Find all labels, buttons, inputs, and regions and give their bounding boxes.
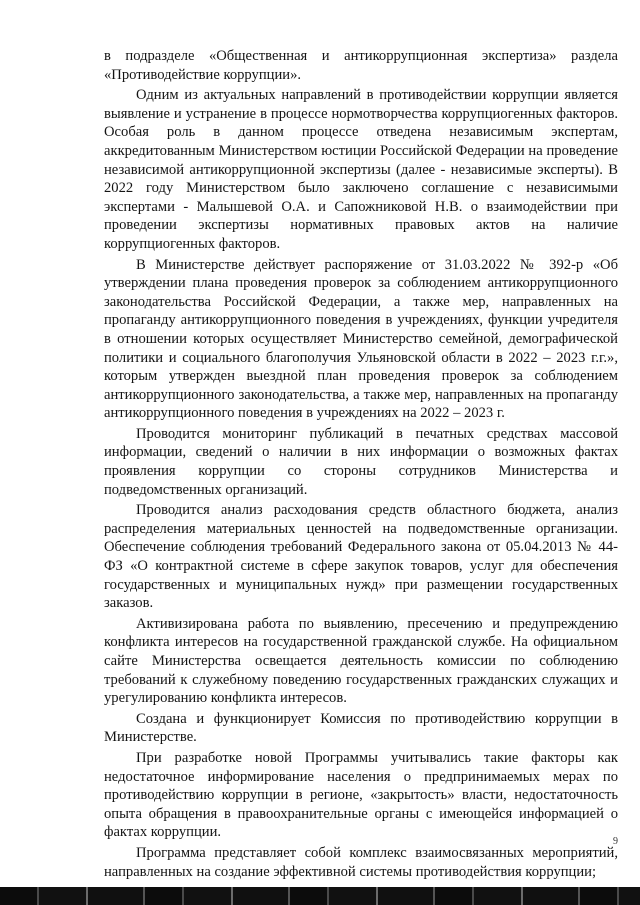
- paragraph-inspection-order: В Министерстве действует распоряжение от 31.03.2022 № 392-р «Об утверждении плана проведения проверок за соблюдением антикоррупционного законодательства Российской Федерации, а также мер, направленных на пропаганду антикоррупционного поведения в учреждениях, функции учредителя в отношении которых осуществляет Министерство семейной, демографической политики и социального благополучия Ульяновской области в 2022 – 2023 г.г.», которым утвержден выездной план проведения проверок за соблюдением антикоррупционного законодательства, а также мер, направленных на пропаганду антикоррупционного поведения в учреждениях на 2022 – 2023 г.: [104, 256, 618, 422]
- paragraph-commission: Создана и функционирует Комиссия по противодействию коррупции в Министерстве.: [104, 710, 618, 746]
- scan-bottom-edge: [0, 887, 640, 905]
- paragraph-program-description: Программа представляет собой комплекс взаимосвязанных мероприятий, направленных на создание эффективной системы противодействия коррупции;: [104, 844, 618, 880]
- document-page: [104, 47, 618, 881]
- paragraph-program-factors: При разработке новой Программы учитывались такие факторы как недостаточное информирование населения о предпринимаемых мерах по противодействию коррупции в регионе, «закрытость» власти, недостаточность опыта обращения в правоохранительные органы с имеющейся информацией о фактах коррупции.: [104, 749, 618, 841]
- paragraph-conflict-of-interest: Активизирована работа по выявлению, пресечению и предупреждению конфликта интересов на государственной гражданской службе. На официальном сайте Министерства освещается деятельность комиссии по соблюдению требований к служебному поведению государственных гражданских служащих и урегулированию конфликта интересов.: [104, 615, 618, 707]
- paragraph-continued: в подразделе «Общественная и антикоррупционная экспертиза» раздела «Противодействие коррупции».: [104, 48, 618, 83]
- page-number: 9: [613, 836, 618, 847]
- paragraph-budget-analysis: Проводится анализ расходования средств областного бюджета, анализ распределения материальных ценностей на подведомственные организации. Обеспечение соблюдения требований Федерального закона от 05.04.2013 № 44-ФЗ «О контрактной системе в сфере закупок товаров, услуг для обеспечения государственных и муниципальных нужд» при размещении государственных заказов.: [104, 502, 618, 612]
- paragraph-independent-experts: Одним из актуальных направлений в противодействии коррупции является выявление и устранение в процессе нормотворчества коррупциогенных факторов. Особая роль в данном процессе отведена независимым экспертам, аккредитованным Министерством юстиции Российской Федерации на проведение независимой антикоррупционной экспертизы (далее - независимые эксперты). В 2022 году Министерством было заключено соглашение с независимыми экспертами - Малышевой О.А. и Сапожниковой Н.В. о взаимодействии при проведении экспертизы нормативных правовых актов на наличие коррупциогенных факторов.: [104, 87, 618, 252]
- paragraph-media-monitoring: Проводится мониторинг публикаций в печатных средствах массовой информации, сведений о наличии в них информации о возможных фактах проявления коррупции со стороны сотрудников Министерства и подведомственных организаций.: [104, 425, 618, 498]
